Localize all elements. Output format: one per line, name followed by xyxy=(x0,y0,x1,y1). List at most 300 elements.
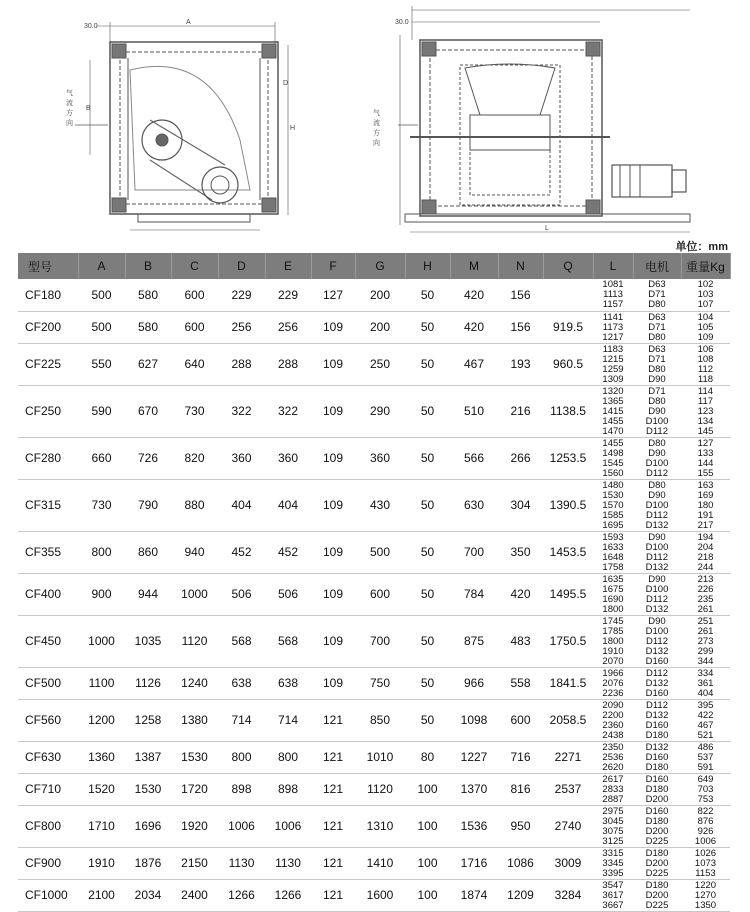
value-cell-a: 1910 xyxy=(78,847,125,879)
value-cell-e: 638 xyxy=(265,667,311,699)
value-cell-e: 898 xyxy=(265,773,311,805)
sub-value: 117 xyxy=(697,396,714,407)
value-cell-h: 50 xyxy=(405,343,450,385)
value-cell-f: 121 xyxy=(311,741,355,773)
sub-value: D71 xyxy=(648,354,666,365)
airflow-char-2: 流 xyxy=(66,100,73,107)
sub-value: D200 xyxy=(645,858,669,869)
sub-value: D225 xyxy=(645,900,669,911)
sub-value: D80 xyxy=(648,480,666,491)
sub-values-l xyxy=(593,615,633,667)
value-cell-m: 966 xyxy=(450,667,498,699)
sub-value: D180 xyxy=(645,816,669,827)
value-cell-n: 1086 xyxy=(498,847,543,879)
model-cell: CF250 xyxy=(18,385,78,437)
value-cell-c: 2400 xyxy=(171,879,218,911)
value-cell-c: 880 xyxy=(171,479,218,531)
sub-value: D180 xyxy=(645,848,669,859)
value-cell-m: 566 xyxy=(450,437,498,479)
value-cell-c: 820 xyxy=(171,437,218,479)
sub-value: 2200 xyxy=(602,710,624,721)
value-cell-f: 121 xyxy=(311,847,355,879)
value-cell-d: 638 xyxy=(218,667,265,699)
value-cell-b: 1387 xyxy=(125,741,171,773)
sub-value: 1560 xyxy=(602,468,624,479)
sub-value: D180 xyxy=(645,880,669,891)
sub-values-weight xyxy=(681,479,730,531)
sub-values-weight xyxy=(681,699,730,741)
sub-values-weight xyxy=(681,879,730,911)
sub-values-weight xyxy=(681,385,730,437)
value-cell-h: 100 xyxy=(405,847,450,879)
sub-value: D63 xyxy=(648,312,666,323)
sub-value: 1220 xyxy=(694,880,717,891)
sub-value: 1570 xyxy=(602,500,624,511)
sub-values-weight xyxy=(681,615,730,667)
value-cell-g: 200 xyxy=(355,311,405,343)
value-cell-f: 121 xyxy=(311,773,355,805)
sub-value: D112 xyxy=(645,552,668,563)
sub-values-weight xyxy=(681,667,730,699)
sub-value: 1153 xyxy=(695,868,716,879)
side-airflow-char-1: 气 xyxy=(373,110,380,117)
sub-values-l xyxy=(593,879,633,911)
value-cell-c: 600 xyxy=(171,311,218,343)
value-cell-a: 1710 xyxy=(78,805,125,847)
value-cell-a: 900 xyxy=(78,573,125,615)
sub-value: 1141 xyxy=(602,312,624,323)
sub-value: 1217 xyxy=(602,332,624,343)
value-cell-d: 322 xyxy=(218,385,265,437)
sub-value: 244 xyxy=(697,562,714,573)
value-cell-g: 1410 xyxy=(355,847,405,879)
value-cell-e: 322 xyxy=(265,385,311,437)
value-cell-n: 816 xyxy=(498,773,543,805)
sub-value: 1745 xyxy=(602,616,624,627)
sub-value: 1966 xyxy=(602,668,624,679)
sub-value: D90 xyxy=(648,532,666,543)
model-cell: CF180 xyxy=(18,279,78,311)
sub-value: D100 xyxy=(645,458,669,469)
column-header: 电机 xyxy=(633,253,681,279)
table-row xyxy=(18,385,730,437)
sub-value: D132 xyxy=(645,604,669,615)
model-cell: CF710 xyxy=(18,773,78,805)
value-cell-g: 700 xyxy=(355,615,405,667)
sub-value: 1026 xyxy=(694,848,717,859)
table-header-row xyxy=(18,253,730,279)
unit-label: 单位：mm xyxy=(675,241,728,253)
value-cell-c: 1000 xyxy=(171,573,218,615)
value-cell-h: 50 xyxy=(405,437,450,479)
value-cell-n: 716 xyxy=(498,741,543,773)
sub-value: D112 xyxy=(645,510,668,521)
airflow-char-3: 方 xyxy=(66,110,73,117)
sub-value: D200 xyxy=(645,826,669,837)
sub-value: 361 xyxy=(697,678,714,689)
sub-value: D180 xyxy=(645,762,669,773)
value-cell-d: 1006 xyxy=(218,805,265,847)
value-cell-d: 256 xyxy=(218,311,265,343)
value-cell-a: 500 xyxy=(78,311,125,343)
sub-value: 133 xyxy=(697,448,714,459)
value-cell-g: 1310 xyxy=(355,805,405,847)
sub-values-weight xyxy=(681,311,730,343)
value-cell-c: 600 xyxy=(171,279,218,311)
value-cell-g: 850 xyxy=(355,699,405,741)
sub-values-l xyxy=(593,437,633,479)
sub-value: 103 xyxy=(697,290,714,300)
model-cell: CF900 xyxy=(18,847,78,879)
value-cell-d: 360 xyxy=(218,437,265,479)
sub-value: 1480 xyxy=(602,480,624,491)
sub-values-weight xyxy=(681,437,730,479)
model-cell: CF500 xyxy=(18,667,78,699)
value-cell-a: 1000 xyxy=(78,615,125,667)
value-cell-g: 1120 xyxy=(355,773,405,805)
sub-value: 1006 xyxy=(694,836,717,847)
sub-value: 649 xyxy=(697,774,714,785)
sub-values-weight xyxy=(681,531,730,573)
value-cell-f: 109 xyxy=(311,479,355,531)
value-cell-q: 2537 xyxy=(543,773,593,805)
sub-values-weight xyxy=(681,773,730,805)
sub-value: 3395 xyxy=(602,868,624,879)
column-header: C xyxy=(171,253,218,279)
sub-value: D160 xyxy=(645,656,669,667)
side-view-labels xyxy=(373,19,549,232)
value-cell-c: 1720 xyxy=(171,773,218,805)
value-cell-g: 430 xyxy=(355,479,405,531)
sub-value: 217 xyxy=(697,520,714,531)
sub-value: D200 xyxy=(645,794,669,805)
value-cell-h: 50 xyxy=(405,385,450,437)
table-row xyxy=(18,531,730,573)
value-cell-m: 700 xyxy=(450,531,498,573)
table-row xyxy=(18,311,730,343)
sub-value: D180 xyxy=(645,730,669,741)
value-cell-n: 600 xyxy=(498,699,543,741)
value-cell-h: 50 xyxy=(405,311,450,343)
sub-value: 1633 xyxy=(602,542,624,553)
sub-values-l xyxy=(593,311,633,343)
table-row xyxy=(18,741,730,773)
table-row xyxy=(18,805,730,847)
sub-value: 2536 xyxy=(602,752,624,763)
sub-value: D160 xyxy=(645,774,669,785)
sub-values-l xyxy=(593,667,633,699)
value-cell-n: 558 xyxy=(498,667,543,699)
sub-value: 3617 xyxy=(602,890,624,901)
sub-value: 107 xyxy=(697,300,714,310)
sub-values-l xyxy=(593,531,633,573)
value-cell-f: 109 xyxy=(311,667,355,699)
sub-value: 145 xyxy=(697,426,714,437)
sub-values-l xyxy=(593,343,633,385)
value-cell-a: 550 xyxy=(78,343,125,385)
sub-value: D132 xyxy=(645,646,669,657)
value-cell-b: 2034 xyxy=(125,879,171,911)
airflow-char-1: 气 xyxy=(66,90,73,97)
sub-values-motor xyxy=(633,573,681,615)
sub-value: D200 xyxy=(645,890,669,901)
sub-value: D160 xyxy=(645,752,669,763)
value-cell-m: 1536 xyxy=(450,805,498,847)
sub-value: D132 xyxy=(645,520,669,531)
value-cell-h: 50 xyxy=(405,573,450,615)
sub-value: D100 xyxy=(645,416,669,427)
sub-values-l xyxy=(593,847,633,879)
column-header: A xyxy=(78,253,125,279)
value-cell-a: 730 xyxy=(78,479,125,531)
value-cell-d: 404 xyxy=(218,479,265,531)
sub-value: 191 xyxy=(697,510,714,521)
sub-value: 3345 xyxy=(602,858,624,869)
sub-value: 3547 xyxy=(602,880,624,891)
value-cell-n: 156 xyxy=(498,279,543,311)
sub-value: 537 xyxy=(697,752,714,763)
value-cell-n: 266 xyxy=(498,437,543,479)
sub-value: 1259 xyxy=(602,364,624,375)
column-header: D xyxy=(218,253,265,279)
value-cell-q: 960.5 xyxy=(543,343,593,385)
value-cell-m: 1370 xyxy=(450,773,498,805)
sub-values-motor xyxy=(633,667,681,699)
value-cell-e: 1006 xyxy=(265,805,311,847)
sub-value: 2076 xyxy=(602,678,624,689)
sub-value: 344 xyxy=(697,656,714,667)
sub-value: 163 xyxy=(697,480,714,491)
side-airflow-char-3: 方 xyxy=(373,130,380,137)
column-header: E xyxy=(265,253,311,279)
sub-values-motor xyxy=(633,531,681,573)
sub-value: 213 xyxy=(697,574,714,585)
dim-l-label: L xyxy=(545,225,549,232)
sub-values-l xyxy=(593,279,633,311)
value-cell-a: 800 xyxy=(78,531,125,573)
value-cell-q: 3009 xyxy=(543,847,593,879)
value-cell-h: 50 xyxy=(405,667,450,699)
sub-value: 753 xyxy=(697,794,714,805)
value-cell-g: 1600 xyxy=(355,879,405,911)
sub-value: 3315 xyxy=(602,848,624,859)
dim-a-label: A xyxy=(186,19,191,26)
value-cell-c: 640 xyxy=(171,343,218,385)
value-cell-a: 660 xyxy=(78,437,125,479)
sub-value: 3075 xyxy=(602,826,624,837)
value-cell-h: 100 xyxy=(405,879,450,911)
model-cell: CF560 xyxy=(18,699,78,741)
sub-value: 251 xyxy=(697,616,714,627)
sub-value: 144 xyxy=(697,458,714,469)
value-cell-g: 500 xyxy=(355,531,405,573)
sub-value: 1113 xyxy=(603,290,623,300)
value-cell-m: 630 xyxy=(450,479,498,531)
sub-value: D80 xyxy=(648,396,666,407)
value-cell-b: 944 xyxy=(125,573,171,615)
sub-values-motor xyxy=(633,741,681,773)
sub-value: D80 xyxy=(648,300,666,310)
value-cell-n: 216 xyxy=(498,385,543,437)
value-cell-d: 568 xyxy=(218,615,265,667)
sub-value: 180 xyxy=(697,500,714,511)
value-cell-e: 404 xyxy=(265,479,311,531)
sub-values-motor xyxy=(633,279,681,311)
sub-values-l xyxy=(593,699,633,741)
front-view-drawing xyxy=(75,22,288,230)
value-cell-q: 1841.5 xyxy=(543,667,593,699)
sub-value: 1593 xyxy=(602,532,624,543)
value-cell-n: 350 xyxy=(498,531,543,573)
value-cell-d: 714 xyxy=(218,699,265,741)
value-cell-f: 121 xyxy=(311,699,355,741)
sub-values-motor xyxy=(633,773,681,805)
value-cell-q: 919.5 xyxy=(543,311,593,343)
model-cell: CF450 xyxy=(18,615,78,667)
sub-value: 2070 xyxy=(602,656,624,667)
column-header: 重量Kg xyxy=(681,253,730,279)
sub-value: D80 xyxy=(648,438,666,449)
value-cell-b: 726 xyxy=(125,437,171,479)
value-cell-c: 1120 xyxy=(171,615,218,667)
table-row xyxy=(18,573,730,615)
value-cell-b: 627 xyxy=(125,343,171,385)
value-cell-c: 1380 xyxy=(171,699,218,741)
sub-value: D90 xyxy=(648,616,666,627)
sub-value: 422 xyxy=(697,710,714,721)
value-cell-h: 100 xyxy=(405,773,450,805)
value-cell-e: 1130 xyxy=(265,847,311,879)
value-cell-d: 229 xyxy=(218,279,265,311)
value-cell-m: 420 xyxy=(450,279,498,311)
value-cell-a: 1520 xyxy=(78,773,125,805)
sub-value: 102 xyxy=(697,280,714,290)
value-cell-n: 1209 xyxy=(498,879,543,911)
value-cell-g: 600 xyxy=(355,573,405,615)
value-cell-n: 420 xyxy=(498,573,543,615)
value-cell-m: 467 xyxy=(450,343,498,385)
table-body xyxy=(18,279,730,911)
sub-values-l xyxy=(593,741,633,773)
value-cell-b: 1876 xyxy=(125,847,171,879)
value-cell-n: 304 xyxy=(498,479,543,531)
sub-value: 1270 xyxy=(694,890,717,901)
value-cell-q xyxy=(543,279,593,311)
sub-value: 1635 xyxy=(602,574,624,585)
value-cell-q: 2740 xyxy=(543,805,593,847)
sub-value: 1455 xyxy=(602,438,624,449)
sub-values-weight xyxy=(681,573,730,615)
value-cell-a: 1360 xyxy=(78,741,125,773)
value-cell-d: 506 xyxy=(218,573,265,615)
sub-value: 169 xyxy=(697,490,714,501)
sub-value: 106 xyxy=(697,344,714,355)
sub-value: D71 xyxy=(648,322,666,333)
sub-value: 467 xyxy=(697,720,714,731)
value-cell-q: 1138.5 xyxy=(543,385,593,437)
sub-value: 1695 xyxy=(602,520,624,531)
sub-value: 1545 xyxy=(602,458,624,469)
value-cell-c: 1240 xyxy=(171,667,218,699)
sub-value: D90 xyxy=(648,448,666,459)
column-header: Q xyxy=(543,253,593,279)
sub-value: 235 xyxy=(697,594,714,605)
value-cell-h: 50 xyxy=(405,699,450,741)
value-cell-f: 109 xyxy=(311,437,355,479)
value-cell-d: 800 xyxy=(218,741,265,773)
table-row xyxy=(18,615,730,667)
value-cell-b: 1126 xyxy=(125,667,171,699)
value-cell-n: 193 xyxy=(498,343,543,385)
value-cell-c: 2150 xyxy=(171,847,218,879)
value-cell-q: 3284 xyxy=(543,879,593,911)
column-header: L xyxy=(593,253,633,279)
value-cell-e: 506 xyxy=(265,573,311,615)
table-row xyxy=(18,279,730,311)
sub-values-motor xyxy=(633,437,681,479)
sub-value: 273 xyxy=(697,636,714,647)
value-cell-h: 50 xyxy=(405,531,450,573)
value-cell-g: 290 xyxy=(355,385,405,437)
sub-value: 127 xyxy=(697,438,714,449)
side-dim-offset-label: 30.0 xyxy=(395,19,409,26)
sub-value: D112 xyxy=(645,668,668,679)
value-cell-b: 790 xyxy=(125,479,171,531)
sub-value: D132 xyxy=(645,562,669,573)
value-cell-g: 250 xyxy=(355,343,405,385)
sub-values-motor xyxy=(633,805,681,847)
sub-value: 1470 xyxy=(602,426,624,437)
value-cell-a: 1200 xyxy=(78,699,125,741)
sub-value: 2090 xyxy=(602,700,624,711)
value-cell-d: 1266 xyxy=(218,879,265,911)
sub-value: 2617 xyxy=(602,774,624,785)
sub-value: 3667 xyxy=(602,900,624,911)
value-cell-q: 2271 xyxy=(543,741,593,773)
spec-table xyxy=(18,253,731,912)
value-cell-e: 288 xyxy=(265,343,311,385)
sub-value: 1910 xyxy=(602,646,624,657)
value-cell-g: 750 xyxy=(355,667,405,699)
sub-value: 104 xyxy=(697,312,714,323)
value-cell-h: 50 xyxy=(405,615,450,667)
value-cell-e: 256 xyxy=(265,311,311,343)
sub-value: 1648 xyxy=(602,552,624,563)
sub-value: 194 xyxy=(697,532,714,543)
sub-value: 155 xyxy=(697,468,714,479)
sub-values-weight xyxy=(681,343,730,385)
sub-value: 1215 xyxy=(602,354,624,365)
value-cell-f: 109 xyxy=(311,531,355,573)
value-cell-f: 109 xyxy=(311,311,355,343)
dim-h-label: H xyxy=(290,125,296,132)
table-row xyxy=(18,699,730,741)
model-cell: CF630 xyxy=(18,741,78,773)
sub-value: D100 xyxy=(645,500,669,511)
value-cell-m: 1098 xyxy=(450,699,498,741)
table-row xyxy=(18,667,730,699)
value-cell-b: 670 xyxy=(125,385,171,437)
sub-values-l xyxy=(593,773,633,805)
sub-value: D160 xyxy=(645,806,669,817)
value-cell-f: 121 xyxy=(311,879,355,911)
value-cell-q: 1253.5 xyxy=(543,437,593,479)
value-cell-c: 1920 xyxy=(171,805,218,847)
sub-value: 1455 xyxy=(602,416,624,427)
value-cell-f: 109 xyxy=(311,343,355,385)
front-view-labels xyxy=(66,19,295,132)
airflow-char-4: 向 xyxy=(66,120,73,127)
